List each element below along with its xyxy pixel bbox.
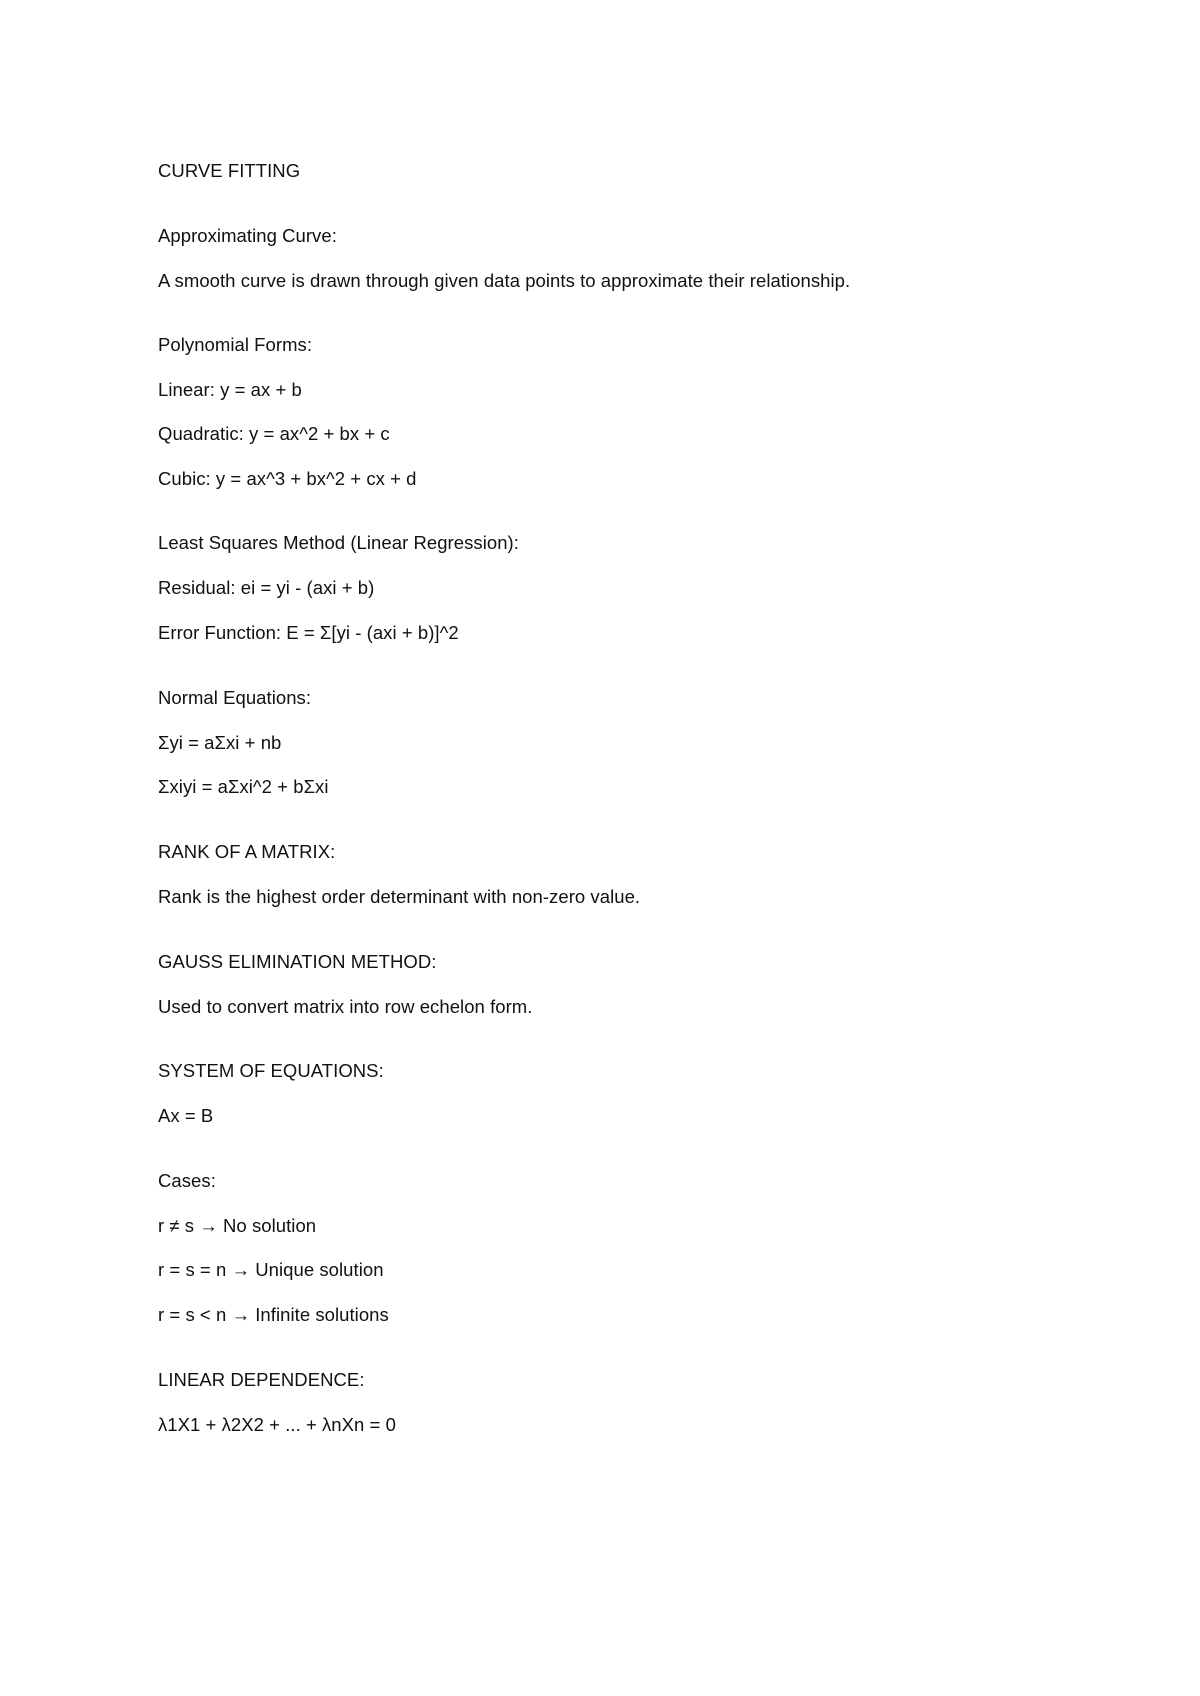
least-squares-residual: Residual: ei = yi - (axi + b): [158, 577, 375, 598]
gauss-elimination-text: Used to convert matrix into row echelon form.: [158, 996, 533, 1017]
normal-equations-heading: Normal Equations:: [158, 687, 312, 708]
normal-equation-1: Σyi = aΣxi + nb: [158, 732, 282, 753]
polynomial-cubic: Cubic: y = ax^3 + bx^2 + cx + d: [158, 468, 417, 489]
linear-dependence-equation: λ1X1 + λ2X2 + ... + λnXn = 0: [158, 1414, 396, 1435]
case-no-solution: r ≠ s → No solution: [158, 1215, 317, 1236]
case-unique-solution: r = s = n → Unique solution: [158, 1259, 384, 1280]
least-squares-error-function: Error Function: E = Σ[yi - (axi + b)]^2: [158, 622, 459, 643]
polynomial-quadratic: Quadratic: y = ax^2 + bx + c: [158, 423, 390, 444]
approximating-curve-text: A smooth curve is drawn through given data points to approximate their relationship.: [158, 270, 851, 291]
least-squares-heading: Least Squares Method (Linear Regression):: [158, 532, 519, 553]
polynomial-forms-heading: Polynomial Forms:: [158, 334, 313, 355]
normal-equation-2: Σxiyi = aΣxi^2 + bΣxi: [158, 776, 329, 797]
system-of-equations-heading: SYSTEM OF EQUATIONS:: [158, 1060, 384, 1081]
approximating-curve-heading: Approximating Curve:: [158, 225, 337, 246]
polynomial-linear: Linear: y = ax + b: [158, 379, 302, 400]
system-equation: Ax = B: [158, 1105, 214, 1126]
rank-text: Rank is the highest order determinant with non-zero value.: [158, 886, 641, 907]
cases-heading: Cases:: [158, 1170, 216, 1191]
document-title: CURVE FITTING: [158, 160, 301, 181]
gauss-elimination-heading: GAUSS ELIMINATION METHOD:: [158, 951, 437, 972]
linear-dependence-heading: LINEAR DEPENDENCE:: [158, 1369, 365, 1390]
rank-heading: RANK OF A MATRIX:: [158, 841, 336, 862]
case-infinite-solutions: r = s < n → Infinite solutions: [158, 1304, 389, 1325]
